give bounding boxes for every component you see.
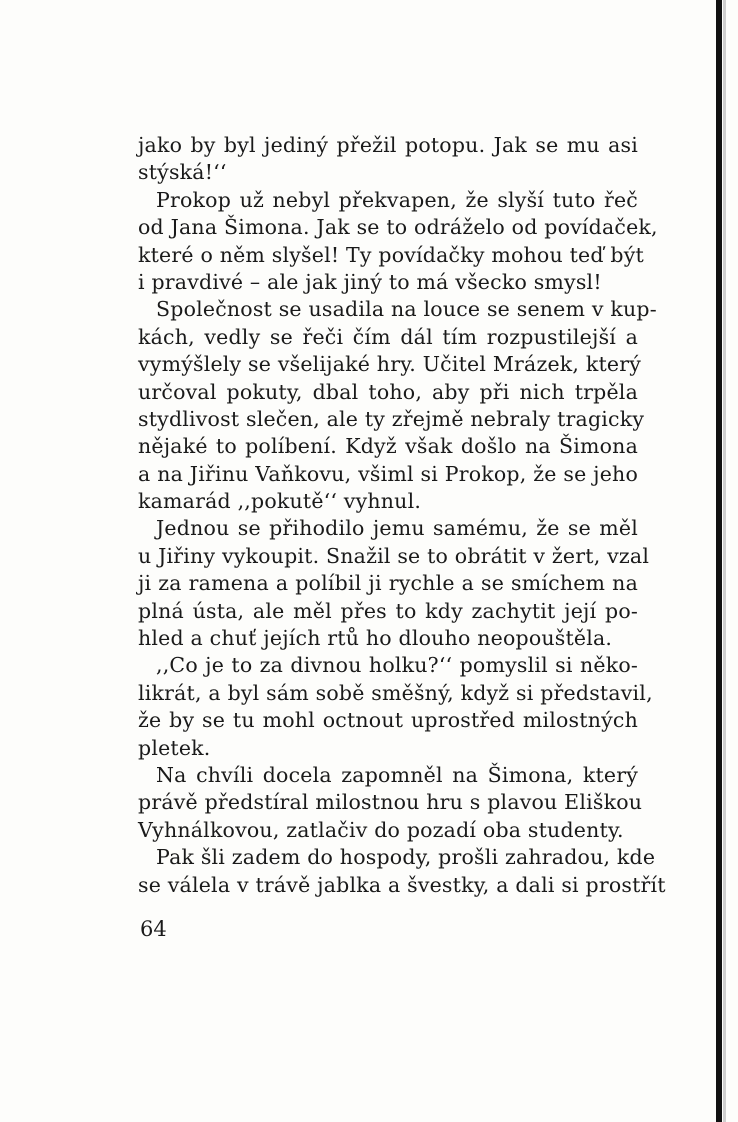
text-line: u Jiřiny vykoupit. Snažil se to obrátit v žert, vzal (138, 543, 650, 568)
text-line: Vyhnálkovou, zatlačiv do pozadí oba studenty. (138, 817, 624, 842)
text-line: Na chvíli docela zapomněl na Šimona, který (156, 762, 638, 787)
text-line: jako by byl jediný přežil potopu. Jak se mu asi (138, 133, 638, 157)
text-line: ,,Co je to za divnou holku?‘‘ pomyslil si něko- (156, 653, 638, 678)
text-line: právě předstíral milostnou hru s plavou Eliškou (138, 790, 643, 815)
text-line: kamarád ,,pokutě‘‘ vyhnul. (138, 489, 422, 514)
text-line: vymýšlely se všelijaké hry. Učitel Mrázek, který (138, 352, 642, 377)
text-line: určoval pokuty, dbal toho, aby při nich trpěla (138, 379, 638, 404)
text-line: Prokop už nebyl překvapen, že slyší tuto řeč (156, 187, 638, 212)
text-line: Pak šli zadem do hospody, prošli zahradou, kde (156, 845, 656, 870)
page-number: 64 (140, 917, 167, 941)
page-edge (716, 0, 722, 1122)
body-text (138, 132, 666, 899)
text-line: nějaké to políbení. Když však došlo na Šimona (138, 434, 638, 459)
page-edge-shadow (723, 0, 726, 1122)
text-line: které o něm slyšel! Ty povídačky mohou teď být (138, 242, 644, 267)
text-line: likrát, a byl sám sobě směšný, když si představil, (138, 680, 653, 705)
text-line: plná ústa, ale měl přes to kdy zachytit její po- (138, 598, 638, 623)
text-line: stydlivost slečen, ale ty zřejmě nebraly tragicky (138, 406, 645, 431)
text-line: od Jana Šimona. Jak se to odráželo od povídaček, (138, 215, 658, 240)
text-line: pletek. (138, 735, 211, 760)
text-line: že by se tu mohl octnout uprostřed milostných (138, 708, 638, 733)
text-line: a na Jiřinu Vaňkovu, všiml si Prokop, že se jeho (138, 461, 638, 486)
text-line: Společnost se usadila na louce se senem v kup- (156, 297, 657, 322)
text-line: stýská!‘‘ (138, 160, 227, 185)
text-line: se válela v trávě jablka a švestky, a dali si prostřít (138, 872, 666, 897)
text-line: kách, vedly se řeči čím dál tím rozpustilejší a (138, 324, 638, 349)
text-line: i pravdivé – ale jak jiný to má všecko smysl! (138, 269, 602, 294)
text-line: hled a chuť jejích rtů ho dlouho neopouštěla. (138, 626, 613, 651)
text-line: Jednou se přihodilo jemu samému, že se měl (156, 516, 638, 541)
text-line: ji za ramena a políbil ji rychle a se smíchem na (138, 571, 638, 596)
